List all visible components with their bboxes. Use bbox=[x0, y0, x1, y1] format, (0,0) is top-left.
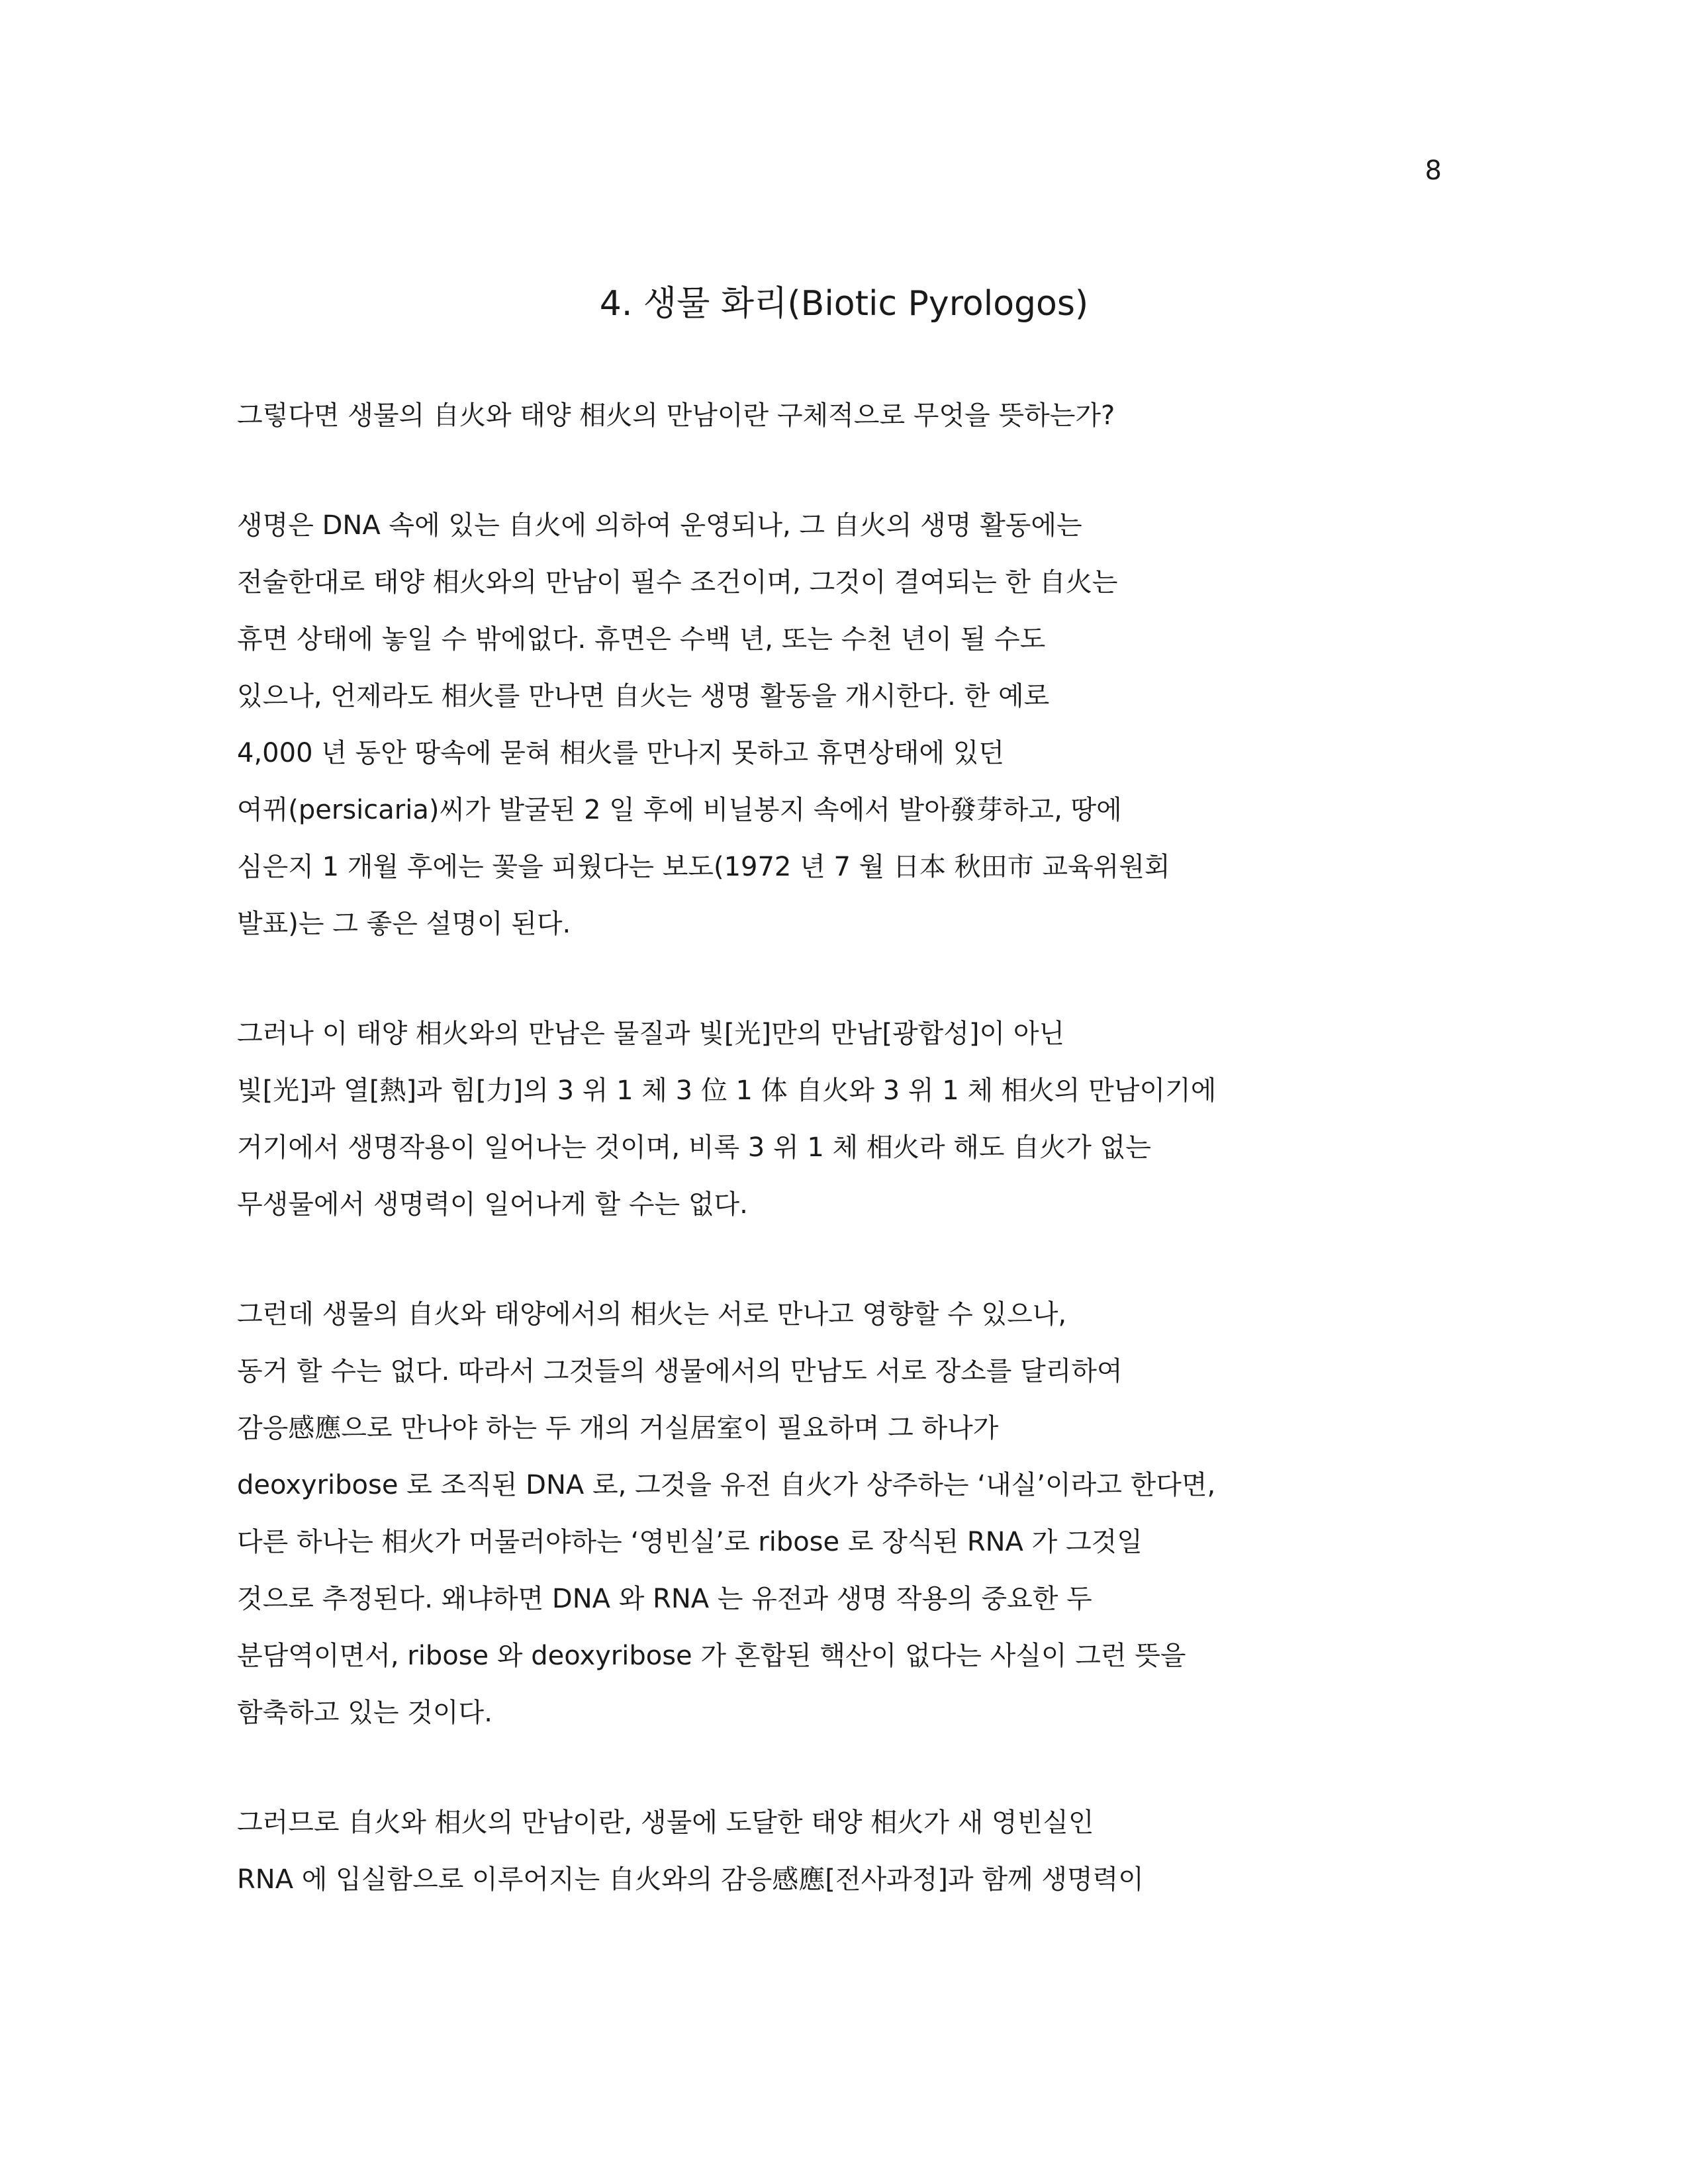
text-line: 그러므로 自火와 相火의 만남이란, 생물에 도달한 태양 相火가 새 영빈실인 bbox=[237, 1807, 1094, 1838]
text-line: 무생물에서 생명력이 일어나게 할 수는 없다. bbox=[237, 1189, 748, 1220]
text-line: deoxyribose 로 조직된 DNA 로, 그것을 유전 自火가 상주하는 ‘내실’이라고 한다면, bbox=[237, 1470, 1216, 1500]
document-body bbox=[237, 387, 1481, 1961]
text-line: 것으로 추정된다. 왜냐하면 DNA 와 RNA 는 유전과 생명 작용의 중요한 두 bbox=[237, 1584, 1092, 1614]
text-line: 동거 할 수는 없다. 따라서 그것들의 생물에서의 만남도 서로 장소를 달리하여 bbox=[237, 1356, 1123, 1387]
text-line: 있으나, 언제라도 相火를 만나면 自火는 생명 활동을 개시한다. 한 예로 bbox=[237, 681, 1050, 711]
paragraph-3 bbox=[237, 1005, 1481, 1233]
text-line: 여뀌(persicaria)씨가 발굴된 2 일 후에 비닐봉지 속에서 발아發芽하고, 땅에 bbox=[237, 795, 1122, 825]
paragraph-4 bbox=[237, 1286, 1481, 1741]
text-line: 분담역이면서, ribose 와 deoxyribose 가 혼합된 핵산이 없다는 사실이 그런 뜻을 bbox=[237, 1641, 1186, 1671]
text-line: 그런데 생물의 自火와 태양에서의 相火는 서로 만나고 영향할 수 있으나, bbox=[237, 1299, 1067, 1330]
text-line: RNA 에 입실함으로 이루어지는 自火와의 감응感應[전사과정]과 함께 생명력이 bbox=[237, 1864, 1144, 1895]
text-line: 4,000 년 동안 땅속에 묻혀 相火를 만나지 못하고 휴면상태에 있던 bbox=[237, 738, 1005, 768]
paragraph-5 bbox=[237, 1794, 1481, 1908]
text-line: 발표)는 그 좋은 설명이 된다. bbox=[237, 909, 571, 939]
paragraph-2 bbox=[237, 497, 1481, 952]
text-line: 그러나 이 태양 相火와의 만남은 물질과 빛[光]만의 만남[광합성]이 아닌 bbox=[237, 1019, 1065, 1049]
text-line: 다른 하나는 相火가 머물러야하는 ‘영빈실’로 ribose 로 장식된 RNA 가 그것일 bbox=[237, 1527, 1143, 1557]
section-title: 4. 생물 화리(Biotic Pyrologos) bbox=[599, 284, 1089, 324]
page-number: 8 bbox=[1425, 156, 1442, 186]
text-line: 거기에서 생명작용이 일어나는 것이며, 비록 3 위 1 체 相火라 해도 自火가 없는 bbox=[237, 1132, 1151, 1163]
text-line: 전술한대로 태양 相火와의 만남이 필수 조건이며, 그것이 결여되는 한 自火는 bbox=[237, 567, 1118, 598]
text-line: 심은지 1 개월 후에는 꽃을 피웠다는 보도(1972 년 7 월 日本 秋田市 교육위원회 bbox=[237, 852, 1170, 882]
paragraph-1 bbox=[237, 387, 1481, 444]
text-line: 함축하고 있는 것이다. bbox=[237, 1698, 492, 1728]
text-line: 생명은 DNA 속에 있는 自火에 의하여 운영되나, 그 自火의 생명 활동에는 bbox=[237, 510, 1082, 541]
text-line: 휴면 상태에 놓일 수 밖에없다. 휴면은 수백 년, 또는 수천 년이 될 수도 bbox=[237, 624, 1046, 655]
text-line: 그렇다면 생물의 自火와 태양 相火의 만남이란 구체적으로 무엇을 뜻하는가? bbox=[237, 400, 1115, 431]
text-line: 감응感應으로 만나야 하는 두 개의 거실居室이 필요하며 그 하나가 bbox=[237, 1413, 999, 1443]
text-line: 빛[光]과 열[熱]과 힘[力]의 3 위 1 체 3 位 1 体 自火와 3 위 1 체 相火의 만남이기에 bbox=[237, 1075, 1217, 1106]
